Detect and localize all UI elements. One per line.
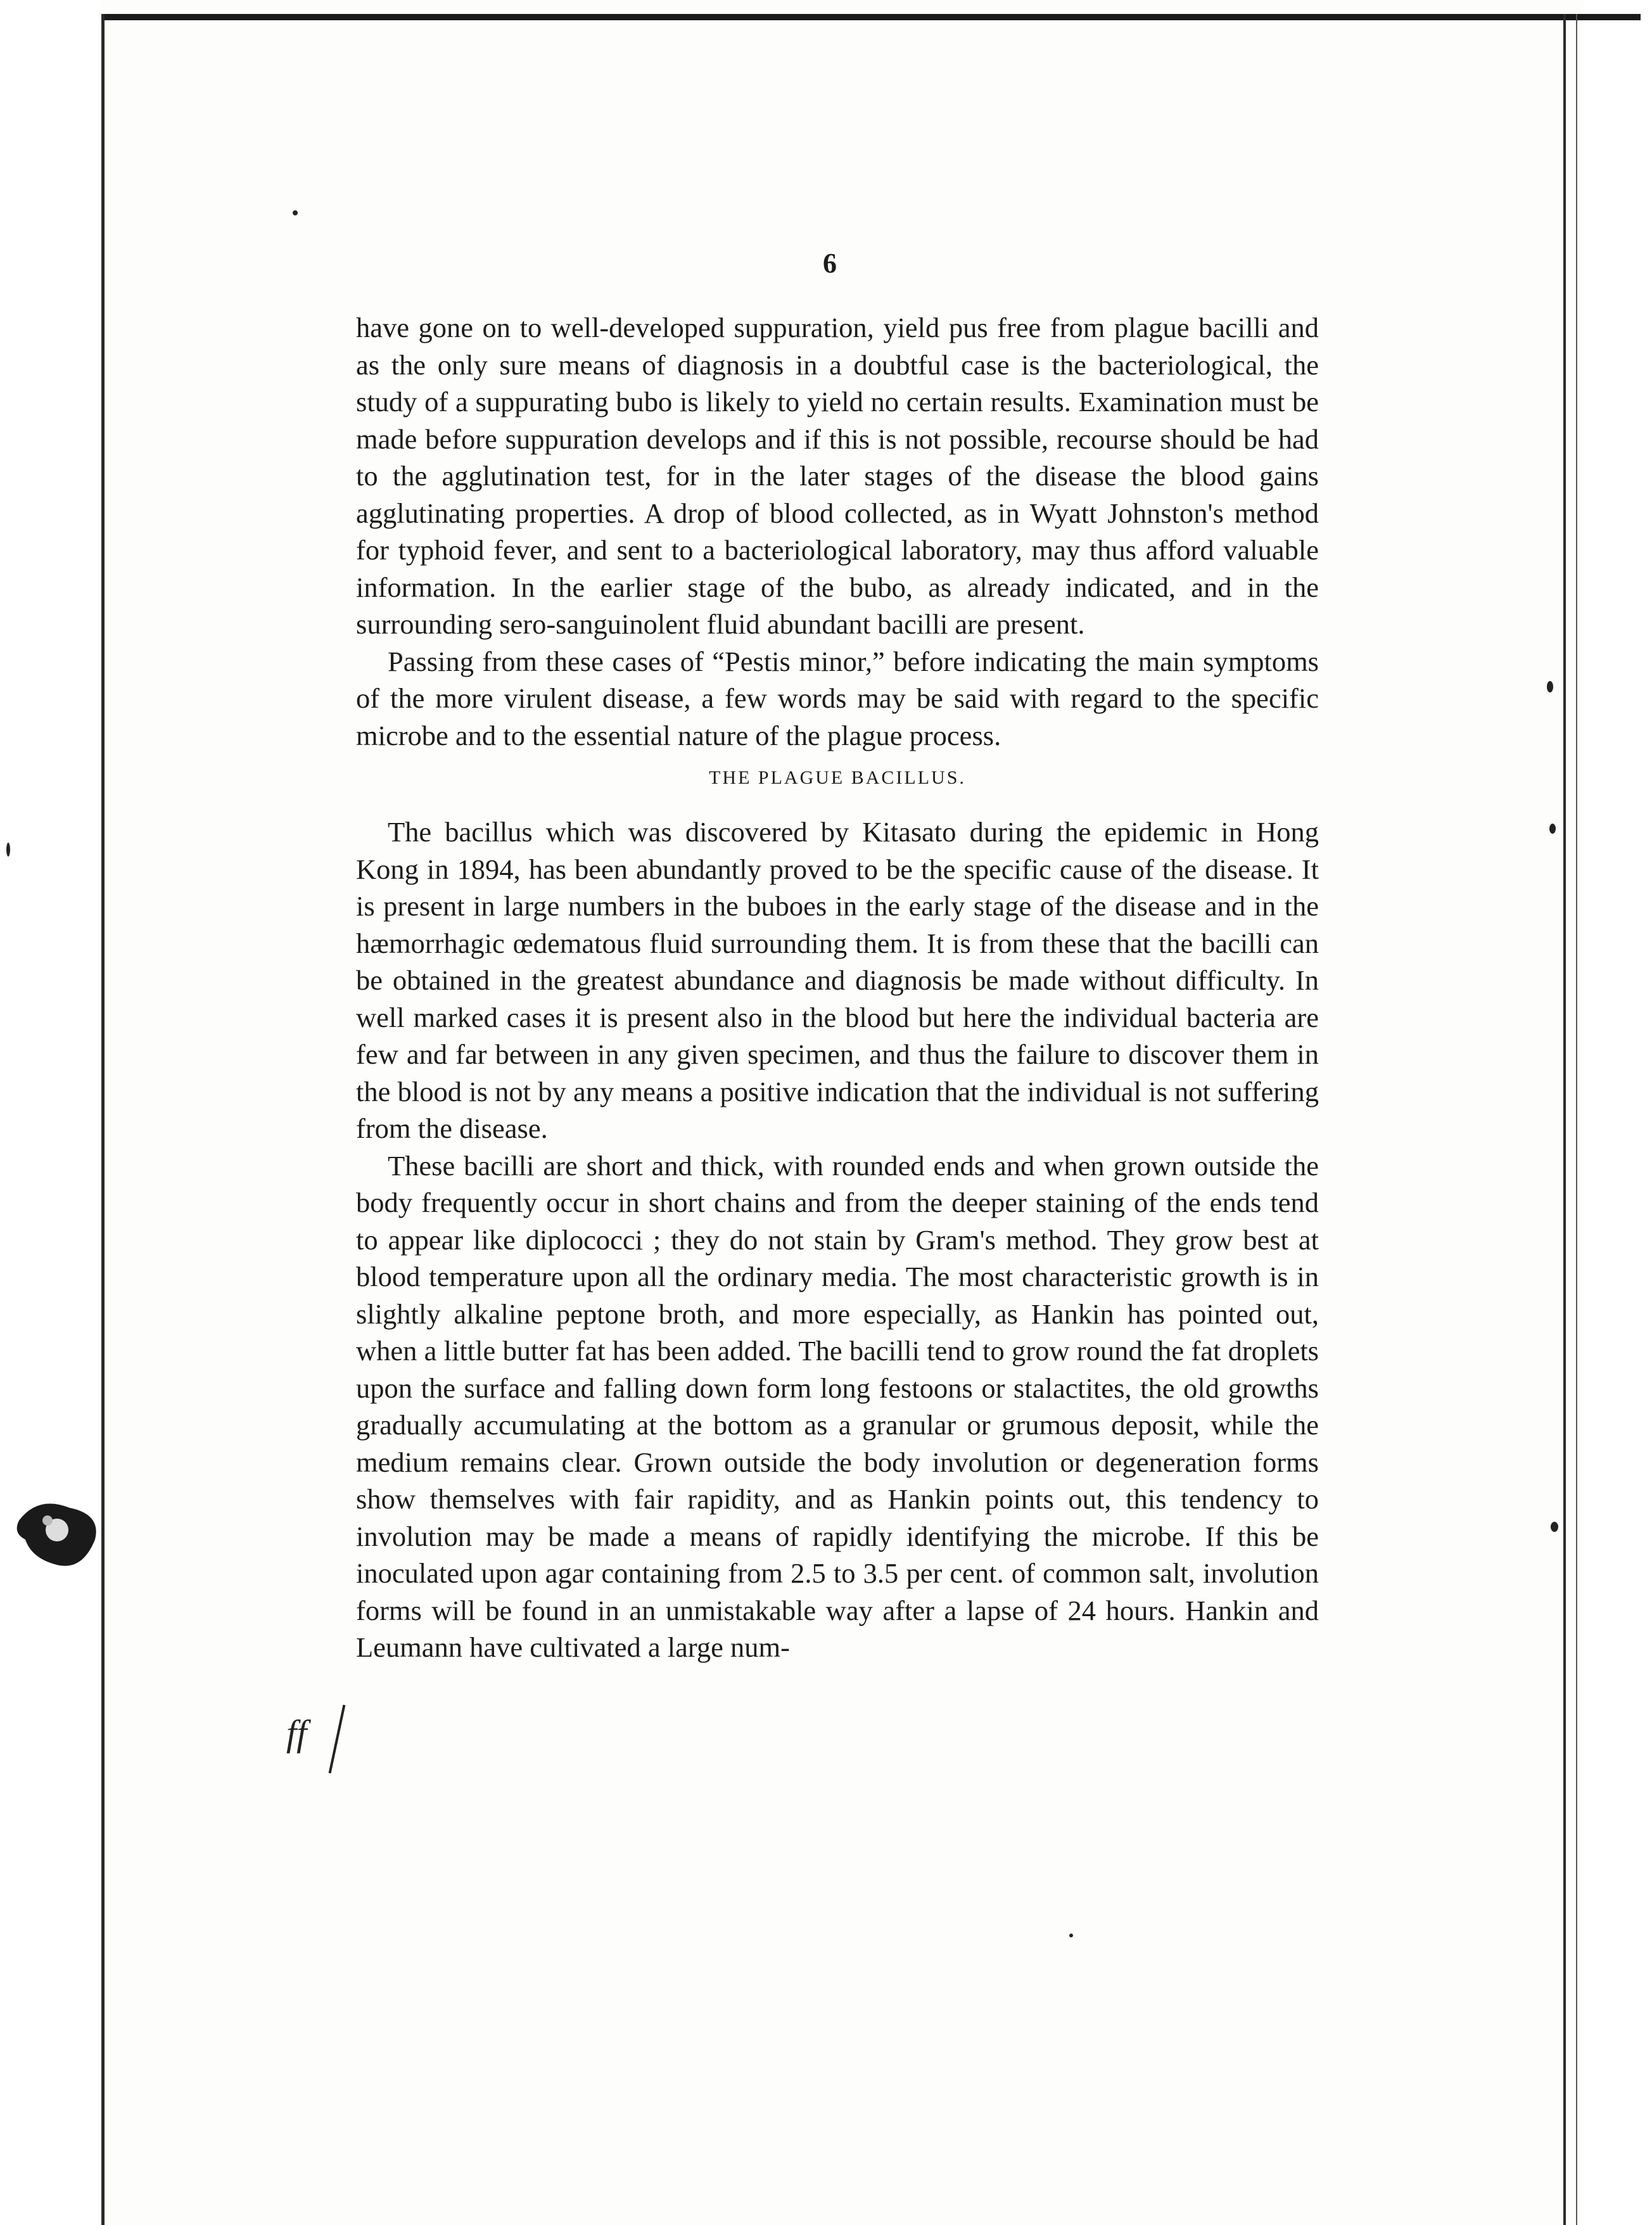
scan-speck — [1069, 1934, 1073, 1937]
scan-speck — [1547, 681, 1553, 692]
page-number: 6 — [823, 248, 837, 279]
left-border-rule — [101, 14, 105, 2225]
paragraph-1: have gone on to well-developed suppuration, yield pus free from plague bacilli and as the only sure means of diagnosis in a doubtful case is the bacteriological, the study of a suppurating bubo is likely to yield no certain results. Examination must be made before suppuration develops and if this is not possible, recourse should be had to the agglutination test, for in the later stages of the disease the blood gains agglutinating properties. A drop of blood collected, as in Wyatt Johnston's method for typhoid fever, and sent to a bacteriological laboratory, may thus afford valuable information. In the earlier stage of the bubo, as already indicated, and in the surrounding sero-sanguinolent fluid abundant bacilli are present. — [356, 312, 1319, 640]
scan-speck — [6, 843, 10, 857]
scan-speck — [1549, 824, 1556, 834]
ink-blot-icon — [13, 1495, 101, 1571]
margin-annotation: ff — [286, 1712, 307, 1754]
top-border-rule — [101, 14, 1641, 20]
scan-speck — [293, 210, 298, 215]
right-border-rule — [1563, 14, 1566, 2225]
right-border-rule-outer — [1576, 14, 1577, 2225]
paragraph-4: These bacilli are short and thick, with rounded ends and when grown outside the body frequently occur in short chains and from the deeper staining of the ends tend to appear like diplococci ; they do not stain by Gram's method. They grow best at blood temperature upon all the ordinary media. The most characteristic growth is in slightly alkaline peptone broth, and more especially, as Hankin has pointed out, when a little butter fat has been added. The bacilli tend to grow round the fat droplets upon the surface and falling down form long festoons or stalactites, the old growths gradually accumulating at the bottom as a granular or grumous deposit, while the medium remains clear. Grown outside the body involution or degeneration forms show themselves with fair rapidity, and as Hankin points out, this tendency to involution may be made a means of rapidly identifying the microbe. If this be inoculated upon agar containing from 2.5 to 3.5 per cent. of common salt, involution forms will be found in an unmistakable way after a lapse of 24 hours. Hankin and Leumann have cultivated a large num- — [356, 1149, 1319, 1663]
paragraph-2: Passing from these cases of “Pestis minor,” before indicating the main symptoms of the more virulent disease, a few words may be said with regard to the specific microbe and to the essential nature of the plague process. — [356, 645, 1319, 751]
section-heading: THE PLAGUE BACILLUS. — [709, 767, 966, 788]
paragraph-3: The bacillus which was discovered by Kitasato during the epidemic in Hong Kong in 1894, has been abundantly proved to be the specific cause of the disease. It is present in large numbers in the buboes in the early stage of the disease and in the hæmorrhagic œdematous fluid surrounding them. It is from these that the bacilli can be obtained in the greatest abundance and diagnosis be made without difficulty. In well marked cases it is present also in the blood but here the individual bacteria are few and far between in any given specimen, and thus the failure to discover them in the blood is not by any means a positive indication that the individual is not suffering from the disease. — [356, 816, 1319, 1144]
scan-speck — [1551, 1522, 1558, 1532]
body-text — [356, 309, 1319, 1666]
